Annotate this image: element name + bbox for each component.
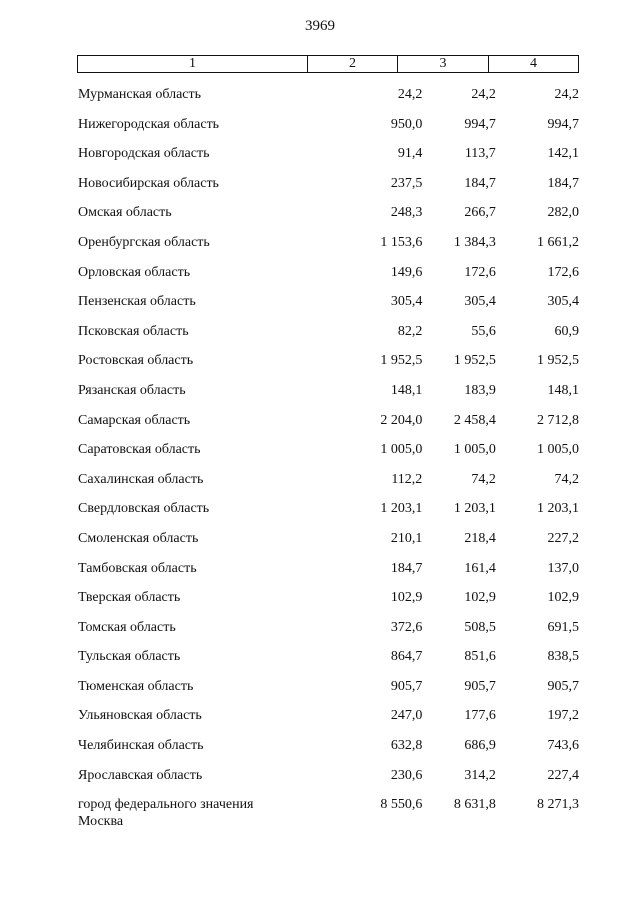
value-col-2: 632,8	[390, 738, 423, 754]
value-col-3: 24,2	[471, 87, 496, 102]
value-col-3: 1 203,1	[453, 501, 496, 517]
value-col-3: 183,9	[464, 382, 496, 398]
value-col-2: 247,0	[390, 708, 423, 724]
value-col-4: 24,2	[554, 87, 579, 102]
value-col-3: 905,7	[464, 678, 496, 694]
value-col-2: 1 203,1	[380, 501, 423, 517]
region-name: Ярославская область	[78, 767, 203, 783]
table-row	[77, 500, 579, 530]
table-row	[77, 204, 579, 234]
value-col-2: 305,4	[390, 294, 423, 310]
value-col-4: 74,2	[554, 471, 579, 487]
value-col-2: 184,7	[390, 560, 423, 576]
value-col-3: 8 631,8	[453, 797, 496, 813]
value-col-4: 1 005,0	[536, 442, 579, 458]
value-col-4: 994,7	[547, 116, 579, 132]
value-col-4: 838,5	[547, 649, 579, 665]
table-row	[77, 412, 579, 442]
region-name: Новосибирская область	[78, 175, 219, 191]
value-col-3: 113,7	[464, 146, 496, 162]
value-col-2: 149,6	[390, 264, 423, 280]
value-col-2: 248,3	[390, 205, 423, 221]
value-col-3: 184,7	[464, 175, 496, 191]
value-col-4: 184,7	[547, 175, 579, 191]
value-col-4: 1 661,2	[536, 234, 579, 250]
region-name: Новгородская область	[78, 146, 210, 162]
value-col-2: 905,7	[390, 678, 423, 694]
header-col-3: 3	[398, 56, 489, 72]
value-col-3: 102,9	[464, 590, 496, 606]
value-col-3: 1 005,0	[453, 442, 496, 458]
value-col-2: 950,0	[390, 116, 423, 132]
value-col-2: 82,2	[397, 323, 423, 339]
table-row	[77, 767, 579, 797]
region-name: Ульяновская область	[78, 708, 202, 724]
table-row	[77, 471, 579, 501]
value-col-4: 227,2	[547, 530, 579, 546]
region-name: Тульская область	[78, 649, 181, 665]
value-col-4: 8 271,3	[536, 797, 579, 813]
value-col-4: 148,1	[547, 382, 579, 398]
table-row	[77, 560, 579, 590]
value-col-4: 691,5	[547, 619, 579, 635]
value-col-2: 372,6	[390, 619, 423, 635]
value-col-3: 686,9	[464, 738, 496, 754]
region-name: Свердловская область	[78, 501, 210, 517]
table-row	[77, 619, 579, 649]
table-header	[77, 55, 579, 73]
value-col-4: 1 203,1	[536, 501, 579, 517]
region-name	[77, 796, 310, 840]
value-col-2: 210,1	[390, 530, 423, 546]
value-col-3: 172,6	[464, 264, 496, 280]
table-row	[77, 441, 579, 471]
header-col-2: 2	[308, 56, 398, 72]
region-name: Орловская область	[78, 264, 191, 280]
region-name: Рязанская область	[78, 382, 186, 398]
table-body	[77, 86, 579, 840]
value-col-2: 864,7	[390, 649, 423, 665]
region-name: Мурманская область	[78, 87, 202, 102]
value-col-4: 282,0	[547, 205, 579, 221]
value-col-4: 60,9	[554, 323, 579, 339]
value-col-3: 266,7	[464, 205, 496, 221]
value-col-4: 102,9	[547, 590, 579, 606]
region-name: Саратовская область	[78, 442, 201, 458]
value-col-3: 2 458,4	[453, 412, 496, 428]
value-col-3: 508,5	[464, 619, 496, 635]
region-name: Сахалинская область	[78, 471, 204, 487]
region-name: Смоленская область	[78, 530, 199, 546]
value-col-2: 8 550,6	[380, 797, 423, 813]
value-col-4: 197,2	[547, 708, 579, 724]
value-col-2: 237,5	[390, 175, 423, 191]
region-name: Самарская область	[78, 412, 191, 428]
region-name: Псковская область	[78, 323, 189, 339]
table-row	[77, 352, 579, 382]
value-col-3: 74,2	[471, 471, 496, 487]
region-name: Челябинская область	[78, 738, 204, 754]
table-row	[77, 116, 579, 146]
region-name-line-2: Москва	[78, 814, 124, 830]
value-col-4: 142,1	[547, 146, 579, 162]
value-col-4: 227,4	[547, 767, 579, 783]
value-col-2: 148,1	[390, 382, 423, 398]
value-col-3: 55,6	[471, 323, 496, 339]
value-col-3: 851,6	[464, 649, 496, 665]
value-col-4: 743,6	[547, 738, 579, 754]
table-row	[77, 796, 579, 840]
table-row	[77, 707, 579, 737]
table-row	[77, 382, 579, 412]
value-col-3: 1 384,3	[453, 234, 496, 250]
value-col-2: 112,2	[391, 471, 423, 487]
region-name: Тюменская область	[78, 678, 194, 694]
region-name: Томская область	[78, 619, 176, 635]
table-row	[77, 293, 579, 323]
value-col-2: 102,9	[390, 590, 423, 606]
value-col-2: 24,2	[397, 87, 423, 102]
value-col-3: 177,6	[464, 708, 496, 724]
region-name: Нижегородская область	[78, 116, 220, 132]
table-row	[77, 175, 579, 205]
table-row	[77, 530, 579, 560]
value-col-2: 1 153,6	[380, 234, 423, 250]
header-col-4: 4	[530, 56, 537, 71]
value-col-3: 1 952,5	[453, 353, 496, 369]
table-row	[77, 86, 579, 116]
value-col-2: 230,6	[390, 767, 423, 783]
table-row	[77, 264, 579, 294]
table-row	[77, 737, 579, 767]
value-col-3: 994,7	[464, 116, 496, 132]
value-col-2: 2 204,0	[380, 412, 423, 428]
region-name: Оренбургская область	[78, 234, 210, 250]
table-row	[77, 323, 579, 353]
region-name: Омская область	[78, 205, 172, 221]
region-name: Пензенская область	[78, 294, 196, 310]
value-col-2: 1 952,5	[380, 353, 423, 369]
table-row	[77, 589, 579, 619]
value-col-3: 314,2	[464, 767, 496, 783]
value-col-4: 305,4	[547, 294, 579, 310]
value-col-4: 1 952,5	[536, 353, 579, 369]
value-col-4: 172,6	[547, 264, 579, 280]
value-col-3: 218,4	[464, 530, 496, 546]
value-col-3: 305,4	[464, 294, 496, 310]
table-row	[77, 234, 579, 264]
value-col-3: 161,4	[464, 560, 496, 576]
region-name: Тверская область	[78, 590, 181, 606]
region-name: Тамбовская область	[78, 560, 197, 576]
table-row	[77, 648, 579, 678]
value-col-4: 137,0	[547, 560, 579, 576]
value-col-2: 91,4	[397, 146, 423, 162]
value-col-2: 1 005,0	[380, 442, 423, 458]
value-col-4: 2 712,8	[536, 412, 579, 428]
region-name: Ростовская область	[78, 353, 194, 369]
region-name-line-1: город федерального значения	[78, 797, 254, 813]
value-col-4: 905,7	[547, 678, 579, 694]
table-row	[77, 678, 579, 708]
page-number: 3969	[305, 18, 335, 34]
table-row	[77, 145, 579, 175]
header-col-1: 1	[78, 56, 308, 72]
